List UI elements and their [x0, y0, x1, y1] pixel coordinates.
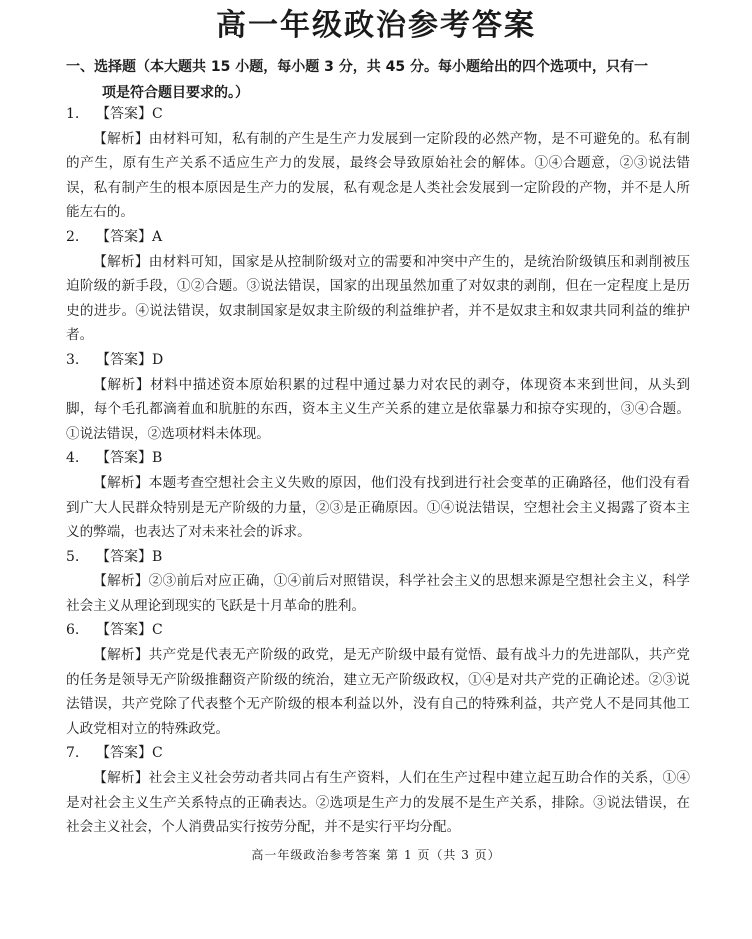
question-item	[66, 102, 690, 225]
answer-text: 【答案】C	[96, 622, 163, 639]
question-number: 4.	[66, 450, 80, 467]
question-number: 5.	[66, 548, 80, 565]
question-number: 1.	[66, 106, 80, 122]
answer-text: 【答案】C	[96, 106, 163, 122]
question-item	[66, 545, 690, 619]
question-item	[66, 225, 690, 348]
explanation-text: 【解析】材料中描述资本原始积累的过程中通过暴力对农民的剥夺，体现资本来到世间，从头到脚，每个毛孔都滴着血和肮脏的东西，资本主义生产关系的建立是依靠暴力和掠夺实现的，③④合题。①说法错误，②选项材料未体现。	[66, 376, 690, 442]
question-number: 3.	[66, 351, 80, 368]
explanation-text: 【解析】②③前后对应正确，①④前后对照错误，科学社会主义的思想来源是空想社会主义，科学社会主义从理论到现实的飞跃是十月革命的胜利。	[66, 573, 690, 614]
answer-line	[66, 348, 690, 373]
answer-line	[66, 545, 690, 570]
question-number: 2.	[66, 228, 80, 245]
answer-text: 【答案】D	[96, 351, 164, 368]
question-item	[66, 348, 690, 446]
section-heading	[66, 54, 690, 106]
section-heading-line-1: 一、选择题（本大题共 15 小题，每小题 3 分，共 45 分。每小题给出的四个选项中，只有一	[66, 59, 648, 75]
question-number: 6.	[66, 622, 80, 639]
explanation-text: 【解析】本题考查空想社会主义失败的原因，他们没有找到进行社会变革的正确路径，他们没有看到广大人民群众特别是无产阶级的力量，②③是正确原因。①④说法错误，空想社会主义揭露了资本主义的弊端，也表达了对未来社会的诉求。	[66, 474, 690, 541]
explanation-text: 【解析】由材料可知，私有制的产生是生产力发展到一定阶段的必然产物，是不可避免的。私有制的产生，原有生产关系不适应生产力的发展，最终会导致原始社会的解体。①④合题意，②③说法错误，私有制产生的根本原因是生产力的发展，私有观念是人类社会发展到一定阶段的产物，并不是人所能左右的。	[66, 130, 690, 221]
question-item	[66, 446, 690, 544]
question-item	[66, 618, 690, 741]
explanation-text: 【解析】由材料可知，国家是从控制阶级对立的需要和冲突中产生的，是统治阶级镇压和剥削被压迫阶级的新手段，①②合题。③说法错误，国家的出现虽然加重了对奴隶的剥削，但在一定程度上是历史的进步。④说法错误，奴隶制国家是奴隶主阶级的利益维护者，并不是奴隶主和奴隶共同利益的维护者。	[66, 253, 690, 344]
question-number: 7.	[66, 745, 80, 762]
page-footer: 高一年级政治参考答案 第 1 页（共 3 页）	[251, 848, 501, 862]
answer-text: 【答案】C	[96, 745, 163, 762]
answer-line	[66, 618, 690, 643]
question-item	[66, 741, 690, 839]
explanation-text: 【解析】共产党是代表无产阶级的政党，是无产阶级中最有觉悟、最有战斗力的先进部队，共产党的任务是领导无产阶级推翻资产阶级的统治，建立无产阶级政权，①④是对共产党的正确论述。②③说法错误，共产党除了代表整个无产阶级的根本利益以外，没有自己的特殊利益，共产党人不是同其他工人政党相对立的特殊政党。	[66, 647, 690, 737]
answer-text: 【答案】A	[96, 228, 163, 245]
explanation-text: 【解析】社会主义社会劳动者共同占有生产资料，人们在生产过程中建立起互助合作的关系，①④是对社会主义生产关系特点的正确表达。②选项是生产力的发展不是生产关系，排除。③说法错误，在社会主义社会，个人消费品实行按劳分配，并不是实行平均分配。	[66, 770, 690, 836]
answer-line	[66, 102, 690, 127]
page-title: 高一年级政治参考答案	[216, 8, 536, 43]
answer-line	[66, 225, 690, 250]
answer-text: 【答案】B	[96, 548, 163, 565]
answer-line	[66, 446, 690, 471]
answer-line	[66, 741, 690, 766]
answer-text: 【答案】B	[96, 450, 163, 467]
answer-list	[66, 102, 690, 840]
section-heading-line-2: 项是符合题目要求的。）	[102, 85, 249, 101]
